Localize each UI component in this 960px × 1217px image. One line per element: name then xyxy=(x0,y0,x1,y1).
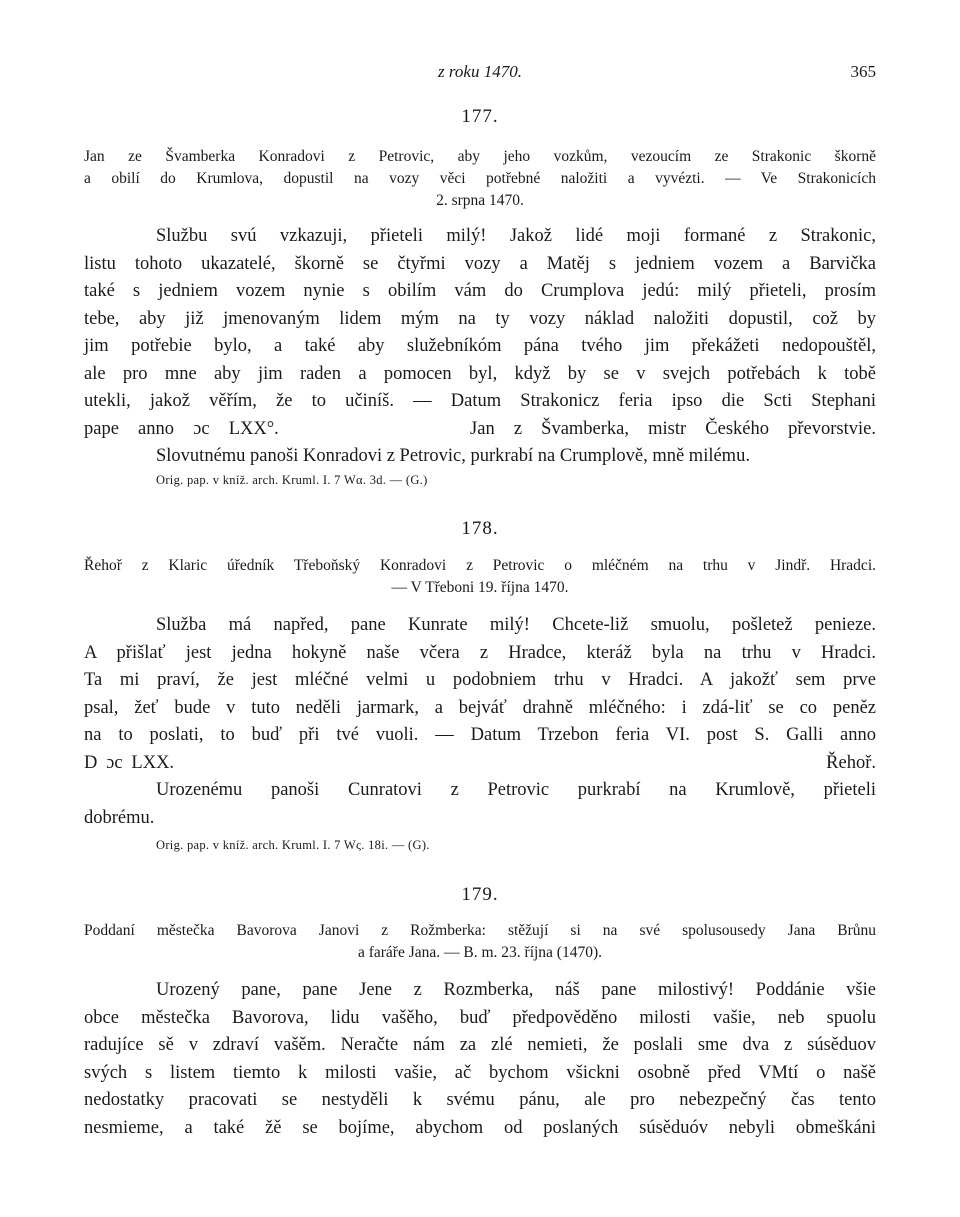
text-line: jim potřebie bylo, a také aby služebníkóm pána tvého jim překážeti nedopouštěl, xyxy=(84,336,876,356)
entry-text xyxy=(84,977,876,1142)
text-line: nesmieme, a také žě se bojíme, abychom od poslaných súsěduóv nebyli obmeškáni xyxy=(84,1117,876,1138)
text-line: utekli, jakož věřím, že to učiníš. — Datum Strakonicz feria ipso die Scti Stephani xyxy=(84,391,876,411)
text-line: pape anno ɔc LXX°. Jan z Švamberka, mistr Českého převorstvie. xyxy=(84,418,876,439)
text-line: radujíce sě v zdraví vašěm. Neračte nám za zlé nemieti, že poslali sme dva z súsěduov xyxy=(84,1035,876,1055)
entry-text xyxy=(84,612,876,832)
entry-number: 179. xyxy=(461,884,499,905)
page-number: 365 xyxy=(850,62,876,81)
text-line: tebe, aby již jmenovaným lidem mým na ty vozy náklad naložiti dopustil, což by xyxy=(84,308,876,329)
text-line: A přišlať jest jedna hokyně naše včera z Hradce, kteráž byla na trhu v Hradci. xyxy=(84,642,876,663)
text-line: D ɔc LXX. Řehoř. xyxy=(84,752,876,773)
regest-date: a faráře Jana. — B. m. 23. října (1470). xyxy=(357,944,603,961)
text-line: psal, žeť bude v tuto neděli jarmark, a bejváť drahně mléčného: i zdá-liť se co peněz xyxy=(84,697,876,718)
regest-line: Jan ze Švamberka Konradovi z Petrovic, aby jeho vozkům, vezoucím ze Strakonic škorně xyxy=(84,148,876,165)
entry-text xyxy=(84,223,876,471)
text-line: také s jedniem vozem nynie s obilím vám do Crumplova jedú: milý přieteli, prosím xyxy=(84,281,876,301)
text-line: na to poslati, to buď při tvé vuoli. — Datum Trzebon feria VI. post S. Galli anno xyxy=(84,725,876,745)
regest-date: 2. srpna 1470. xyxy=(436,192,524,209)
regest-line: Řehoř z Klaric úředník Třeboňský Konradovi z Petrovic o mléčném na trhu v Jindř. Hradci. xyxy=(84,557,876,574)
regest-line: Poddaní městečka Bavorova Janovi z Rožmberka: stěžují si na své spolusousedy Jana Brůnu xyxy=(84,922,876,939)
text-line: Službu svú vzkazuji, přieteli milý! Jakož lidé moji formané z Strakonic, xyxy=(156,226,876,246)
running-head xyxy=(84,62,876,86)
text-line: listu tohoto ukazatelé, škorně se čtyřmi vozy a Matěj s jedniem vozem a Barvička xyxy=(84,253,876,274)
entry-regest xyxy=(84,555,876,599)
regest-date: — V Třeboni 19. října 1470. xyxy=(391,579,569,596)
text-line: Urozený pane, pane Jene z Rozmberka, náš pane milostivý! Poddánie všie xyxy=(156,980,876,1000)
entry-regest xyxy=(84,146,876,212)
text-line: obce městečka Bavorova, lidu vašěho, buď předpověděno milosti vašie, neb spuolu xyxy=(84,1007,876,1028)
source-note: Orig. pap. v kníž. arch. Kruml. I. 7 Wς. 18i. — (G). xyxy=(156,838,430,852)
entry-number: 178. xyxy=(461,518,499,539)
entry-regest xyxy=(84,920,876,964)
text-line: nedostatky pracovati se nestyděli k svému pánu, ale pro nebezpečný čas tento xyxy=(84,1090,876,1110)
regest-line: a obilí do Krumlova, dopustil na vozy věci potřebné naložiti a vyvézti. — Ve Strakonicích xyxy=(84,170,876,187)
text-line: Služba má napřed, pane Kunrate milý! Chcete-liž smuolu, pošletež penieze. xyxy=(156,615,876,635)
source-note: Orig. pap. v kníž. arch. Kruml. I. 7 Wα. 3d. — (G.) xyxy=(156,473,428,487)
text-line: ale pro mne aby jim raden a pomocen byl, když by se v svejch potřebách k tobě xyxy=(84,363,876,384)
entry-number: 177. xyxy=(461,106,499,127)
address-line: Slovutnému panoši Konradovi z Petrovic, purkrabí na Crumplově, mně milému. xyxy=(156,446,750,466)
text-line: Ta mi praví, že jest mléčné velmi u podobniem trhu v Hradci. A jakožť sem prve xyxy=(84,670,876,690)
address-line: Urozenému panoši Cunratovi z Petrovic purkrabí na Krumlově, přieteli xyxy=(156,780,876,800)
text-line: svých s listem tiemto k milosti vašie, ač bychom všickni osobně před VMtí o našě xyxy=(84,1062,876,1083)
running-title: z roku 1470. xyxy=(438,62,522,81)
address-line: dobrému. xyxy=(84,807,155,828)
